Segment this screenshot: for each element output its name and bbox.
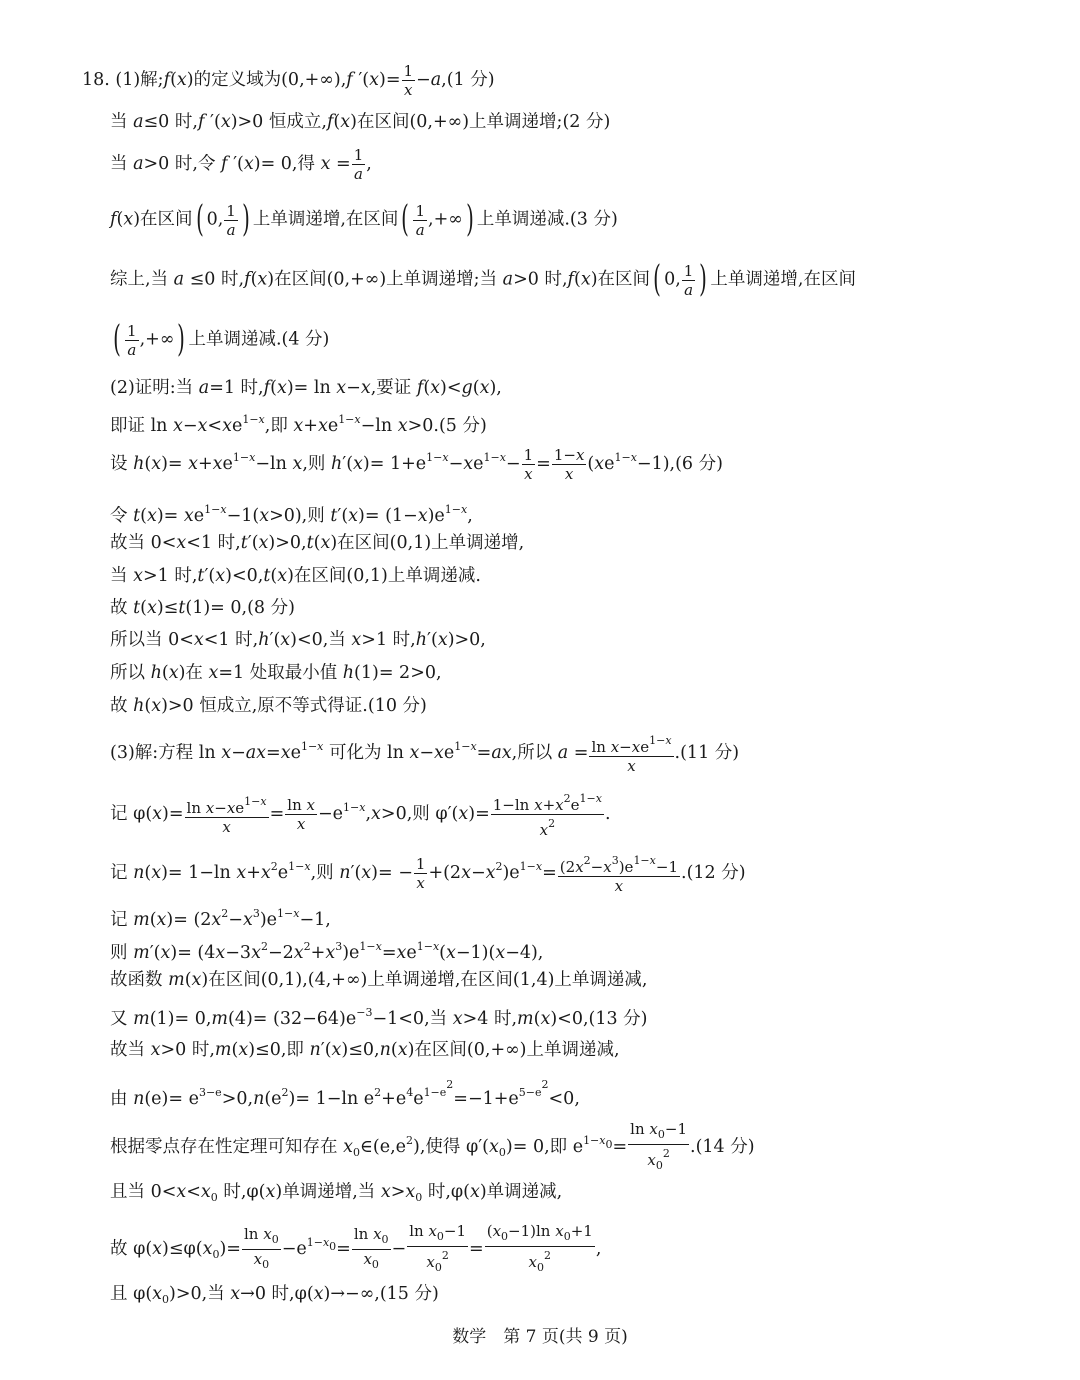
text-line: 记 $m(x)= (2x^2-x^3)e^{1-x}-1$, <box>110 907 331 930</box>
text-line: 故 t(x)≤t(1)= 0,(8 分) <box>110 598 295 618</box>
page-footer: 数学 第 7 页(共 9 页) <box>452 1327 628 1347</box>
text-line: (2)证明:当 a=1 时,f(x)= ln x−x,要证 f(x)<g(x), <box>110 378 502 398</box>
text-line: 记 φ(x)= $\frac{\ln x-xe^{1-x}}{x}$ = $\frac{\text{ln x}}{x}$ $-e^{1-x},x>0$,则 φ′(x)= $\frac{1-\ln x+x^2e^{1-x}}{x^2}$ . <box>110 792 611 839</box>
text-line: 且 $\varphi(x_0)>0$,当 x→0 时,φ(x)→−∞,(15 分) <box>110 1284 439 1306</box>
text-line: 根据零点存在性定理可知存在 $x_0\in(e,e^2)$,使得 $\varphi'(x_0)= 0$,即 $e^{1-x0}=$ $\frac{\ln x_0-1}{x_0^2}$ .(14 分) <box>110 1120 755 1172</box>
text-line: 即证 $\ln x-x<xe^{1-x}$,即 $x+xe^{1-x}-\ln$ x>0.(5 分) <box>110 413 487 436</box>
text-line: 故 $\varphi(x)\le\varphi(x_0)=$ $\frac{\ln x_0}{x_0}$ $-e^{1-x0}=$ $\frac{\ln x_0}{x_0}$ − $\frac{\ln x_0-1}{x_0^2}$ = $\frac{(x_0-1)\ln x_0+1}{x_0^2}$ , <box>110 1222 602 1274</box>
text-line: 当 x>1 时,t′(x)<0,t(x)在区间(0,1)上单调递减. <box>110 566 481 586</box>
text-line: 故当 x>0 时,m(x)≤0,即 n′(x)≤0,n(x)在区间(0,+∞)上单调递减, <box>110 1040 620 1060</box>
text-line: 故当 0<x<1 时,t′(x)>0,t(x)在区间(0,1)上单调递增, <box>110 533 525 553</box>
text-line: 则 $m'(x)= (4x-3x^2-2x^2+x^3)e^{1-x}=xe^{1-x}(x-1)(x-4)$, <box>110 940 544 963</box>
text-line: 又 $m(1)= 0,m(4)= (32-64)e^{-3}-1<0$,当 x>4 时,m(x)<0,(13 分) <box>110 1006 648 1029</box>
text-line: 故 h(x)>0 恒成立,原不等式得证.(10 分) <box>110 696 427 716</box>
text-line: 由 $n(e)= e^{3-e}>0,n(e^2)= 1-\ln$ $e^2+e^4e^{1-e2}=-1+e^{5-e2}<0$, <box>110 1078 580 1109</box>
text-line: 当 a≤0 时,f ′(x)>0 恒成立,f(x)在区间(0,+∞)上单调递增;(2 分) <box>110 112 611 132</box>
text-line: (3)解:方程 $\ln x-ax=xe^{1-x}$ 可化为 $\ln x-xe^{1-x}=ax$,所以 a = $\frac{\ln x-xe^{1-x}}{x}$ .(11 分) <box>110 734 740 775</box>
text-line: 18. (1)解;f(x)的定义域为(0,+∞),f ′(x)= $\frac{1}{x}$ −a,(1 分) <box>82 62 495 99</box>
text-line: 当 a>0 时,令 f ′(x)= 0,得 x = $\frac{1}{a}$ , <box>110 146 372 183</box>
text-line: 综上,当 a ≤0 时,f(x)在区间(0,+∞)上单调递增;当 a>0 时,f(x)在区间( 0, $\frac{1}{a}$ ) 上单调递增,在区间 <box>110 259 856 300</box>
text-line: 记 n(x)= 1−ln $x+x^2e^{1-x}$,则 n′(x)= − $\frac{1}{x}$ $+(2x-x^2)e^{1-x}=$ $\frac{(2x^2-x^3)e^{1-x}-1}{x}$ .(12 分) <box>110 854 746 895</box>
text-line: ( $\frac{1}{a}$ ,+∞) 上单调递减.(4 分) <box>113 319 330 360</box>
text-line: 故函数 m(x)在区间(0,1),(4,+∞)上单调递增,在区间(1,4)上单调递减, <box>110 970 648 990</box>
text-line: 所以 h(x)在 x=1 处取最小值 h(1)= 2>0, <box>110 663 442 683</box>
text-line: 所以当 0<x<1 时,h′(x)<0,当 x>1 时,h′(x)>0, <box>110 630 486 650</box>
text-line: 令 $t(x)= xe^{1-x}-1(x>0)$,则 $t'(x)= (1-x)e^{1-x}$, <box>110 503 473 526</box>
text-line: 设 $h(x)= x+xe^{1-x}-\ln$ x,则 $h'(x)= 1+e^{1-x}-xe^{1-x}-$ $\frac{1}{x}$ = $\frac{1-x}{x}$ $(xe^{1-x}-1),(6$ 分) <box>110 446 723 483</box>
text-line: f(x)在区间( 0, $\frac{1}{a}$ ) 上单调递增,在区间( $\frac{1}{a}$ ,+∞) 上单调递减.(3 分) <box>110 199 618 240</box>
text-line: 且当 $0<x<x_0$ 时,φ(x)单调递增,当 $x>x_0$ 时,φ(x)单调递减, <box>110 1182 563 1204</box>
